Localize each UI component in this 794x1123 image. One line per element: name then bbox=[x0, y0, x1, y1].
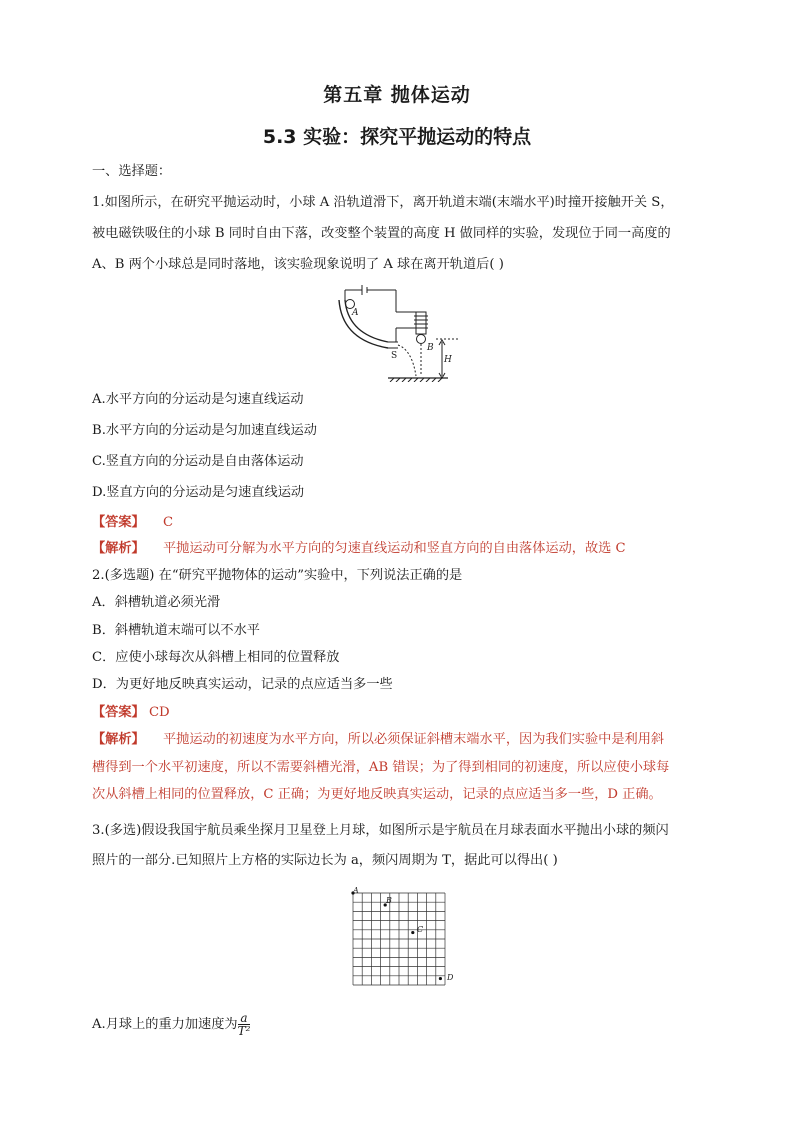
svg-text:A: A bbox=[353, 886, 359, 895]
q2-answer-row bbox=[92, 704, 170, 722]
q2-analysis-line2: 槽得到一个水平初速度，所以不需要斜槽光滑，AB 错误；为了得到相同的初速度，所以应使小球每 bbox=[92, 760, 670, 775]
q3-text-line2: 照片的一部分.已知照片上方格的实际边长为 a，频闪周期为 T，据此可以得出( ) bbox=[92, 853, 558, 868]
q2-option-d: D．为更好地反映真实运动，记录的点应适当多一些 bbox=[92, 677, 393, 692]
q1-analysis-row bbox=[92, 540, 626, 558]
svg-text:A: A bbox=[352, 308, 359, 318]
q2-analysis-line3: 次从斜槽上相同的位置释放，C 正确；为更好地反映真实运动，记录的点应适当多一些，D 正确。 bbox=[92, 787, 662, 802]
analysis-tag: 【解析】 bbox=[92, 541, 145, 556]
q1-text-line3: A、B 两个小球总是同时落地，该实验现象说明了 A 球在离开轨道后( ) bbox=[92, 257, 504, 272]
q1-option-b: B.水平方向的分运动是匀加速直线运动 bbox=[92, 423, 317, 438]
q1-option-a: A.水平方向的分运动是匀速直线运动 bbox=[92, 392, 304, 407]
svg-text:C: C bbox=[417, 925, 424, 934]
svg-text:D: D bbox=[447, 973, 454, 982]
trajectory-a bbox=[398, 345, 416, 376]
q1-apparatus-figure bbox=[330, 282, 460, 382]
chapter-title: 第五章 抛体运动 bbox=[323, 84, 471, 106]
svg-text:S: S bbox=[391, 351, 398, 361]
q2-option-b: B．斜槽轨道末端可以不水平 bbox=[92, 623, 260, 638]
q1-analysis: 平抛运动可分解为水平方向的匀速直线运动和竖直方向的自由落体运动，故选 C bbox=[162, 541, 626, 556]
q3-flash-photo-grid bbox=[345, 885, 457, 987]
q2-option-c: C．应使小球每次从斜槽上相同的位置释放 bbox=[92, 650, 340, 665]
section-title: 5.3 实验：探究平抛运动的特点 bbox=[262, 126, 532, 148]
q2-analysis-row bbox=[92, 731, 664, 749]
fraction-a-over-t2: $\frac{a}{\text{T²}}$ bbox=[237, 1011, 251, 1038]
ball-b bbox=[417, 335, 426, 344]
q2-answer: CD bbox=[148, 705, 170, 720]
point-c bbox=[411, 931, 414, 934]
svg-text:B: B bbox=[427, 343, 434, 353]
svg-text:B: B bbox=[386, 896, 392, 905]
part-heading: 一、选择题： bbox=[92, 164, 172, 179]
electromagnet bbox=[416, 312, 426, 334]
q2-option-a: A．斜槽轨道必须光滑 bbox=[92, 595, 221, 610]
q2-analysis-line1: 平抛运动的初速度为水平方向，所以必须保证斜槽末端水平，因为我们实验中是利用斜 bbox=[162, 732, 665, 747]
q1-text-line1: 1.如图所示，在研究平抛运动时，小球 A 沿轨道滑下，离开轨道末端(末端水平)时撞开接触开关 S， bbox=[92, 195, 674, 210]
q3-option-a: A.月球上的重力加速度为 $\frac{a}{\text{T²}}$ bbox=[92, 1011, 251, 1038]
answer-tag: 【答案】 bbox=[92, 515, 145, 530]
q1-text-line2: 被电磁铁吸住的小球 B 同时自由下落，改变整个装置的高度 H 做同样的实验，发现位于同一高度的 bbox=[92, 226, 671, 241]
analysis-tag: 【解析】 bbox=[92, 732, 145, 747]
answer-tag: 【答案】 bbox=[92, 705, 145, 720]
q1-option-d: D.竖直方向的分运动是匀速直线运动 bbox=[92, 485, 305, 500]
q2-text-line1: 2.(多选题) 在“研究平抛物体的运动”实验中，下列说法正确的是 bbox=[92, 568, 463, 583]
q1-answer-row bbox=[92, 514, 173, 532]
q1-answer: C bbox=[162, 515, 174, 530]
svg-text:H: H bbox=[444, 355, 452, 365]
q1-option-c: C.竖直方向的分运动是自由落体运动 bbox=[92, 454, 304, 469]
point-d bbox=[439, 977, 442, 980]
curved-track bbox=[345, 300, 388, 342]
q3-text-line1: 3.(多选)假设我国宇航员乘坐探月卫星登上月球，如图所示是宇航员在月球表面水平抛出小球的频闪 bbox=[92, 823, 669, 838]
